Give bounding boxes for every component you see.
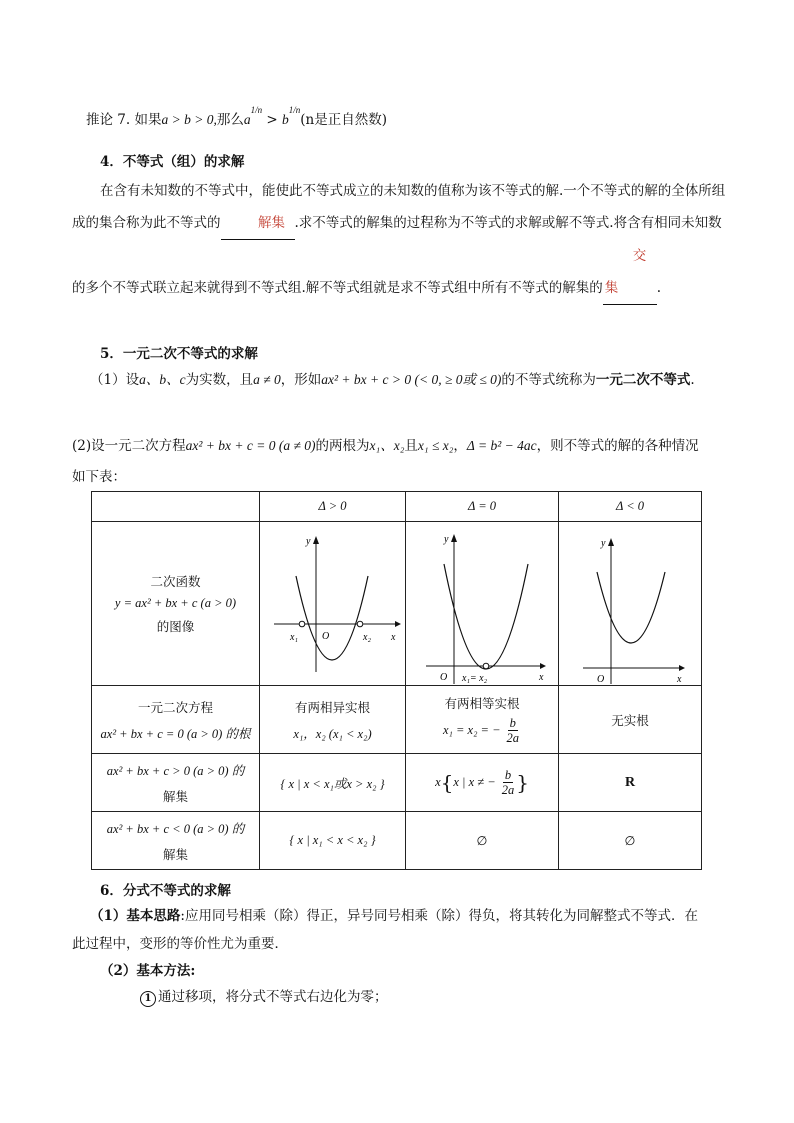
graph-no-root bbox=[559, 524, 701, 684]
roots-label-1: 一元二次方程 bbox=[137, 699, 213, 715]
gt-label-2: 解集 bbox=[162, 788, 188, 804]
s6-p1-head: （1）基本思路 bbox=[90, 908, 181, 924]
corollary-prefix: 如果 bbox=[134, 112, 162, 128]
section-6-para-1 bbox=[90, 904, 698, 924]
section-5-title: 5．一元二次不等式的求解 bbox=[100, 346, 258, 362]
corollary-condition: a > b > 0, bbox=[161, 112, 217, 127]
lt-solution-one-root: ∅ bbox=[406, 812, 559, 870]
x-label: x bbox=[391, 631, 396, 643]
s5-p2-roots: x₁、x₂ bbox=[369, 438, 405, 453]
lt-label-1: ax² + bx + c < 0 (a > 0) 的 bbox=[106, 821, 245, 836]
graph-two-roots bbox=[260, 524, 405, 684]
roots-two-distinct bbox=[260, 686, 406, 754]
header-disc-positive: Δ > 0 bbox=[260, 492, 406, 522]
s5-p1-a: （1）设 bbox=[90, 372, 140, 388]
graph-one-root-cell bbox=[406, 522, 559, 686]
s5-p1-b: 为实数，且 bbox=[185, 372, 254, 388]
gt-one-root-prefix: x bbox=[435, 775, 441, 789]
corollary-mid: 那么 bbox=[216, 112, 244, 128]
x1-label: x₁ bbox=[290, 631, 298, 643]
x1-equals-x2-label: x₁= x₂ bbox=[462, 672, 488, 684]
origin-label: O bbox=[322, 630, 330, 642]
fraction-numerator: b bbox=[504, 768, 512, 782]
s5-p2-a: (2)设一元二次方程 bbox=[72, 438, 186, 454]
x-axis-arrow-icon bbox=[395, 621, 401, 627]
double-root-point bbox=[483, 663, 489, 669]
fraction-numerator: b bbox=[509, 716, 516, 730]
lt-solution-two-roots: { x | x₁ < x < x₂ } bbox=[260, 812, 406, 870]
s4-blank-intersection: 交集 bbox=[603, 240, 657, 305]
origin-label: O bbox=[597, 673, 605, 684]
parabola-curve bbox=[597, 572, 665, 643]
left-brace-icon: { bbox=[440, 770, 454, 795]
root-x2-point bbox=[357, 621, 363, 627]
x-label: x bbox=[677, 673, 682, 684]
gt-solution-two-roots: { x | x < x₁或x > x₂ } bbox=[260, 754, 406, 812]
gt-neg-b-over-2a-fraction bbox=[500, 768, 517, 797]
s5-p1-term: 一元二次不等式 bbox=[595, 372, 691, 388]
s4-text-2: .求不等式的解集的过程称为不等式的求解或解不等式.将含有相同未知数的多个不等式联立起来就得到不等式组.解不等式组就是求不等式组中所有不等式的解集的 bbox=[72, 215, 722, 296]
right-brace-icon: } bbox=[516, 770, 529, 795]
root-x1-point bbox=[299, 621, 305, 627]
corollary-label: 推论 7. bbox=[86, 112, 131, 128]
origin-label: O bbox=[440, 671, 448, 683]
section-6-para-2: （2）基本方法: bbox=[100, 963, 196, 979]
corollary-b: b bbox=[282, 112, 289, 127]
row-gt-label bbox=[92, 754, 260, 812]
x-axis-arrow-icon bbox=[679, 665, 685, 671]
x-label: x bbox=[539, 671, 544, 683]
corollary-exp-b: 1/n bbox=[288, 104, 301, 115]
graph-no-root-cell bbox=[559, 522, 702, 686]
s5-p2-c: 且 bbox=[404, 438, 418, 454]
row-function-label bbox=[92, 522, 260, 686]
y-label: y bbox=[601, 537, 606, 549]
header-disc-negative: Δ < 0 bbox=[559, 492, 702, 522]
lt-label-2: 解集 bbox=[162, 846, 188, 862]
s5-p2-d: ， bbox=[453, 438, 467, 454]
header-empty bbox=[92, 492, 260, 522]
section-5-para-1 bbox=[90, 368, 695, 388]
y-label: y bbox=[444, 533, 449, 545]
step-1-text: 通过移项，将分式不等式右边化为零； bbox=[158, 989, 388, 1005]
roots-two-equal-lhs: x₁ = x₂ = − bbox=[442, 723, 501, 737]
x-axis-arrow-icon bbox=[540, 663, 546, 669]
s5-p2-b: 的两根为 bbox=[315, 438, 370, 454]
s4-text-3: . bbox=[656, 280, 662, 296]
roots-none: 无实根 bbox=[559, 686, 702, 754]
section-6-step-1 bbox=[140, 985, 388, 1007]
section-6-title: 6．分式不等式的求解 bbox=[100, 883, 231, 899]
section-4-body bbox=[72, 175, 727, 305]
function-label-3: 的图像 bbox=[156, 619, 195, 634]
function-label-1: 二次函数 bbox=[150, 574, 201, 589]
y-label: y bbox=[306, 535, 311, 547]
s5-p1-d: 的不等式统称为 bbox=[501, 372, 596, 388]
corollary-exp-a: 1/n bbox=[250, 104, 263, 115]
x2-label: x₂ bbox=[363, 631, 371, 643]
s5-p1-expr: ax² + bx + c > 0 (< 0, ≥ 0或 ≤ 0) bbox=[321, 372, 502, 387]
lt-solution-no-root: ∅ bbox=[559, 812, 702, 870]
s5-p1-vars: a、b、c bbox=[139, 372, 186, 387]
roots-label-2: ax² + bx + c = 0 (a > 0) 的根 bbox=[100, 726, 251, 741]
s5-p1-c: ，形如 bbox=[280, 372, 322, 388]
y-axis-arrow-icon bbox=[451, 534, 457, 542]
corollary-gt: > bbox=[266, 112, 278, 128]
step-1-number-icon: 1 bbox=[140, 991, 156, 1007]
section-5-para-2 bbox=[72, 434, 699, 454]
corollary-tail: (n是正自然数) bbox=[300, 112, 387, 128]
s5-p1-cond: a ≠ 0 bbox=[253, 372, 281, 387]
s5-p2-disc: Δ = b² − 4ac bbox=[466, 438, 537, 453]
function-label-2: y = ax² + bx + c (a > 0) bbox=[114, 596, 237, 610]
fraction-denominator: 2a bbox=[506, 731, 520, 745]
roots-two-equal bbox=[406, 686, 559, 754]
graph-two-roots-cell bbox=[260, 522, 406, 686]
s5-p2-eq: ax² + bx + c = 0 (a ≠ 0) bbox=[185, 438, 316, 453]
gt-solution-no-root: R bbox=[559, 754, 702, 812]
s5-p2-ord: x₁ ≤ x₂ bbox=[417, 438, 454, 453]
gt-label-1: ax² + bx + c > 0 (a > 0) 的 bbox=[106, 763, 245, 778]
quadratic-solution-table bbox=[91, 491, 702, 870]
y-axis-arrow-icon bbox=[608, 538, 614, 546]
s4-blank-solution-set: 解集 bbox=[221, 207, 295, 240]
s5-p1-end: . bbox=[690, 372, 695, 388]
header-disc-zero: Δ = 0 bbox=[406, 492, 559, 522]
y-axis-arrow-icon bbox=[313, 536, 319, 544]
roots-two-distinct-text: 有两相异实根 bbox=[294, 699, 370, 715]
section-5-para-2-line2: 如下表： bbox=[72, 469, 126, 485]
section-6-para-1-line2: 此过程中，变形的等价性尤为重要． bbox=[72, 936, 288, 952]
roots-two-distinct-expr: x₁，x₂ (x₁ < x₂) bbox=[293, 726, 372, 741]
row-roots-label bbox=[92, 686, 260, 754]
gt-one-root-expr: x | x ≠ − bbox=[453, 775, 496, 789]
parabola-curve bbox=[296, 576, 368, 660]
corollary-a: a bbox=[243, 112, 251, 127]
fraction-denominator: 2a bbox=[501, 783, 515, 797]
section-4-title: 4．不等式（组）的求解 bbox=[100, 154, 245, 170]
corollary-7 bbox=[86, 104, 387, 128]
gt-solution-one-root bbox=[406, 754, 559, 812]
s4-text-1: 在含有未知数的不等式中，能使此不等式成立的未知数的值称为该不等式的解.一个不等式的解的全体所组成的集合称为此不等式的 bbox=[72, 183, 726, 231]
graph-one-root bbox=[406, 524, 558, 684]
parabola-curve bbox=[444, 564, 528, 669]
s6-p1-body: :应用同号相乘（除）得正，异号同号相乘（除）得负，将其转化为同解整式不等式．在 bbox=[180, 908, 698, 924]
row-lt-label bbox=[92, 812, 260, 870]
roots-two-equal-text: 有两相等实根 bbox=[444, 696, 520, 711]
s5-p2-e: ，则不等式的解的各种情况 bbox=[536, 438, 699, 454]
neg-b-over-2a-fraction bbox=[505, 716, 522, 745]
roots-two-equal-expr bbox=[406, 716, 558, 745]
